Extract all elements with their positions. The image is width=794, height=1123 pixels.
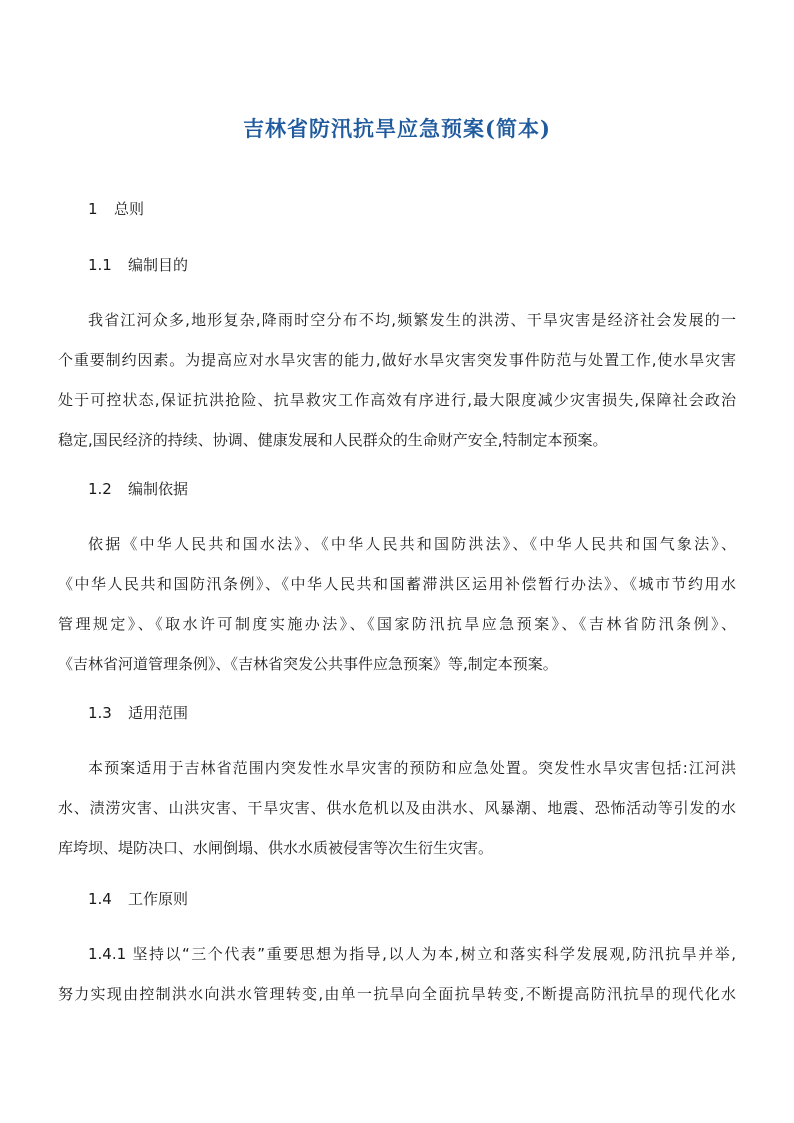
- paragraph-line: 稳定,国民经济的持续、协调、健康发展和人民群众的生命财产安全,特制定本预案。: [58, 431, 608, 449]
- paragraph-line: 《中华人民共和国防汛条例》、《中华人民共和国蓄滞洪区运用补偿暂行办法》、《城市节约用水: [58, 575, 736, 593]
- section-number: 1: [88, 200, 98, 218]
- paragraph-line: 1.4.1 坚持以“三个代表”重要思想为指导,以人为本,树立和落实科学发展观,防汛抗旱并举,: [88, 945, 736, 963]
- section-title: 适用范围: [128, 704, 189, 722]
- paragraph-line: 依据《中华人民共和国水法》、《中华人民共和国防洪法》、《中华人民共和国气象法》、: [88, 535, 736, 553]
- paragraph-line: 努力实现由控制洪水向洪水管理转变,由单一抗旱向全面抗旱转变,不断提高防汛抗旱的现代化水: [58, 985, 736, 1003]
- section-heading-1-2: [88, 479, 188, 499]
- paragraph-line: 个重要制约因素。为提高应对水旱灾害的能力,做好水旱灾害突发事件防范与处置工作,使水旱灾害: [58, 351, 736, 369]
- paragraph-purpose: [58, 300, 736, 460]
- paragraph-line: 管理规定》、《取水许可制度实施办法》、《国家防汛抗旱应急预案》、《吉林省防汛条例》、: [58, 615, 736, 633]
- section-number: 1.1: [88, 256, 112, 274]
- document-title: 吉林省防汛抗旱应急预案(简本): [243, 116, 551, 141]
- section-title: 编制依据: [128, 480, 189, 498]
- section-heading-1-1: [88, 255, 188, 275]
- paragraph-line: 我省江河众多,地形复杂,降雨时空分布不均,频繁发生的洪涝、干旱灾害是经济社会发展的一: [88, 311, 736, 329]
- paragraph-line: 本预案适用于吉林省范围内突发性水旱灾害的预防和应急处置。突发性水旱灾害包括:江河洪: [88, 759, 736, 777]
- paragraph-scope: [58, 748, 736, 868]
- section-number: 1.3: [88, 704, 112, 722]
- section-title: 编制目的: [128, 256, 189, 274]
- section-title: 工作原则: [128, 890, 189, 908]
- paragraph-basis: [58, 524, 736, 684]
- paragraph-line: 水、渍涝灾害、山洪灾害、干旱灾害、供水危机以及由洪水、风暴潮、地震、恐怖活动等引发的水: [58, 799, 736, 817]
- paragraph-line: 库垮坝、堤防决口、水闸倒塌、供水水质被侵害等次生衍生灾害。: [58, 839, 494, 857]
- paragraph-principles: [58, 934, 736, 1014]
- section-heading-1-3: [88, 703, 188, 723]
- section-number: 1.2: [88, 480, 112, 498]
- section-title: 总则: [114, 200, 145, 218]
- section-heading-1: [88, 199, 144, 219]
- section-number: 1.4: [88, 890, 112, 908]
- paragraph-line: 《吉林省河道管理条例》、《吉林省突发公共事件应急预案》等,制定本预案。: [58, 655, 558, 673]
- section-heading-1-4: [88, 889, 188, 909]
- paragraph-line: 处于可控状态,保证抗洪抢险、抗旱救灾工作高效有序进行,最大限度减少灾害损失,保障社会政治: [58, 391, 736, 409]
